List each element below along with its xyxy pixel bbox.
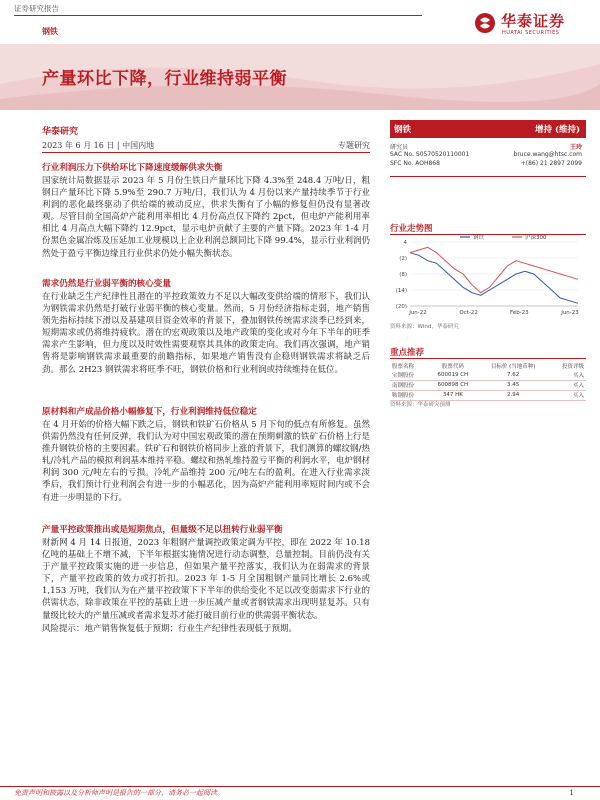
meta-divider xyxy=(42,152,370,153)
section-paragraph: 在行业缺乏生产纪律性且潜在的平控政策效力不足以大幅改变供给端的情形下，我们认为钢铁需求仍然是打破行业弱平衡的核心变量。然而，5 月份经济指标走弱，地产销售领先指标持续下滑以及基建项目资金效率的背景下，叠加钢铁传统需求淡季已经到来，短期需求或仍将维持疲软。潜在的宏观政策以及地产政策的变化或对今年下半年的旺季需求产生影响，但力度以及时效性需要观察其具体的政策走向。我们再次强调，地产销售将是影响钢铁需求最重要的前瞻指标，如果地产销售没有企稳则钢铁需求将缺乏后劲。那么 2H23 钢铁需求将旺季不旺，钢铁价格和行业利润或持续维持在低位。 xyxy=(42,292,370,375)
section-heading: 产量平控政策推出或是短期焦点，但量级不足以扭转行业弱平衡 xyxy=(42,525,283,535)
industry-trend-chart xyxy=(390,232,586,316)
section-heading: 行业利润压力下供给环比下降速度缓解供求失衡 xyxy=(42,163,223,173)
section-prices xyxy=(42,406,370,504)
x-tick-label: Feb-23 xyxy=(509,310,529,316)
logo-cn-text: 华泰证券 xyxy=(501,12,566,30)
col-header-name: 股票名称 xyxy=(392,364,415,370)
y-tick-label: (20) xyxy=(395,304,407,310)
analyst-phone: +(86) 21 2897 2099 xyxy=(520,160,582,167)
stock-code: 347 HK xyxy=(428,390,478,400)
section-policy xyxy=(42,524,370,622)
sfc-number: SFC No. AOH868 xyxy=(390,160,440,167)
y-tick-label: (8) xyxy=(399,272,407,278)
analyst-divider xyxy=(390,176,586,177)
page-number: 1 xyxy=(569,788,574,797)
analyst-role: 研究员 xyxy=(390,144,409,151)
footer-disclaimer: 免责声明和披露以及分析师声明是报告的一部分，请务必一起阅读。 xyxy=(14,789,224,797)
section-heading: 原材料和产成品价格小幅修复下，行业利润维持低位稳定 xyxy=(42,407,257,417)
picks-title: 重点推荐 xyxy=(390,348,425,358)
legend-label: 钢铁 xyxy=(473,235,485,241)
col-header-rating: 投资评级 xyxy=(561,364,584,370)
sector-label: 钢铁 xyxy=(42,26,58,36)
picks-divider xyxy=(390,358,586,359)
table-row xyxy=(390,380,586,390)
report-title: 产量环比下降，行业维持弱平衡 xyxy=(42,69,287,89)
x-tick-label: Jun-22 xyxy=(409,310,427,316)
section-supply xyxy=(42,162,370,260)
analyst-email[interactable]: bruce.wang@htsc.com xyxy=(513,151,582,158)
table-row xyxy=(390,390,586,400)
analyst-row xyxy=(390,160,586,169)
report-date: 2023 年 6 月 16 日 xyxy=(42,141,115,150)
series-line-0 xyxy=(410,253,578,304)
meta-separator: | xyxy=(116,141,123,150)
section-paragraph: 国家统计局数据显示 2023 年 5 月份生铁日产量环比下降 4.3%至 248.4 万吨/日，粗钢日产量环比下降 5.9%至 290.7 万吨/日，我们认为 4 月份以来产量持续季节于行业利润的恶化最终驱动了供给端的被动反应，供求失衡有了小幅的修复但仍没有显著改观。尽管目前全国高炉产能利用率相比 4 月份高点仅下降约 2pct，但电炉产能利用率相比 4 月高点大幅下降约 12.9pct，显示电炉贡献了主要的产量下降。2023 年 1-4 月份黑色金属冶炼及压延加工业规模以上企业利润总额同比下降 99.4%，显示行业利润仍然处于盈亏平衡边缘且行业供求仍处小幅失衡状态。 xyxy=(42,176,370,259)
analyst-block xyxy=(390,142,586,169)
sac-number: SAC No. S0570520110001 xyxy=(390,151,470,158)
report-region: 中国内地 xyxy=(122,141,155,150)
top-bar xyxy=(0,0,600,40)
table-header-row xyxy=(390,362,586,370)
target-price: 7.62 xyxy=(478,370,548,380)
x-tick-label: Oct-22 xyxy=(459,310,478,316)
stock-rating: 买入 xyxy=(548,380,586,390)
huatai-logo-icon xyxy=(474,12,496,34)
huatai-logo xyxy=(474,10,586,40)
stock-name: 宝钢股份 xyxy=(390,370,428,380)
stock-code: 600898 CH xyxy=(428,380,478,390)
section-paragraph: 财新网 4 月 14 日报道，2023 年粗钢产量调控政策定调为平控，即在 2022 年 10.18 亿吨的基础上不增不减，下半年根据实施情况进行动态调整，总量控制。目前仍没有关于产量平控政策实施的进一步信息，但如果产量平控落实，我们认为在弱需求的背景下，产量平控政策的效力或打折扣。2023 年 1-5 月全国粗钢产量同比增长 2.6%或 1,153 万吨，我们认为在产量平控政策下下半年的供给变化不足以改变弱需求下行业的供需状态，除非政策在平控的基础上进一步压减产量或者钢铁需求出现明显复苏。只有量级比较大的产量压减或者需求复苏才能打破目前行业的供需弱平衡状态。 xyxy=(42,538,370,621)
picks-source: 资料来源：华泰研究预测 xyxy=(390,402,451,408)
analyst-row xyxy=(390,142,586,151)
doc-type-label: 证券研究报告 xyxy=(14,4,59,13)
col-header-code: 股票代码 xyxy=(441,364,464,370)
section-heading: 需求仍然是行业弱平衡的核心变量 xyxy=(42,279,171,289)
stock-code: 600019 CH xyxy=(428,370,478,380)
y-tick-label: (2) xyxy=(399,256,407,262)
x-tick-label: Jun-23 xyxy=(561,310,579,316)
stock-rating: 买入 xyxy=(548,370,586,380)
series-line-1 xyxy=(410,247,578,292)
table-row xyxy=(390,370,586,380)
top-divider xyxy=(14,15,422,16)
section-paragraph: 在 4 月开始的价格大幅下跌之后，钢铁和铁矿石价格从 5 月下旬的低点有所修复。虽然供需仍然没有任何反弹，我们认为对中国宏观政策的潜在预期刺激的铁矿石价格上行是推升钢铁价格的主要因素。铁矿石和钢铁价格同步上涨的背景下，我们测算的螺纹钢/热轧/冷轧产品的模拟利润基本维持平稳。螺纹和热轧维持盈亏平衡的利润水平，电炉钢材利润 300 元/吨左右的亏损。冷轧产品维持 200 元/吨左右的盈利。在进入行业需求淡季后，我们预计行业利润会有进一步的小幅恶化，因为高炉产能利用率短时间内或不会有进一步明显的下行。 xyxy=(42,420,370,503)
stock-name: 鞍钢股份 xyxy=(390,390,428,400)
report-type: 专题研究 xyxy=(338,141,370,150)
recommendations-table xyxy=(390,362,586,401)
target-price: 3.45 xyxy=(478,380,548,390)
analyst-row xyxy=(390,151,586,160)
logo-en-text: HUATAI SECURITIES xyxy=(502,30,560,36)
author-label: 华泰研究 xyxy=(42,127,79,137)
stock-rating: 买入 xyxy=(548,390,586,400)
sidebar-sector: 钢铁 xyxy=(394,125,412,135)
y-tick-label: 4 xyxy=(403,240,407,246)
meta-row xyxy=(42,140,370,151)
y-tick-label: (14) xyxy=(395,288,407,294)
footer-divider xyxy=(0,786,600,787)
rating-header xyxy=(390,120,586,138)
col-header-target: 目标价 (当地币种) xyxy=(490,364,536,370)
section-demand xyxy=(42,278,370,376)
rating-label: 增持 (维持) xyxy=(534,125,580,135)
risk-note: 风险提示：地产销售恢复低于预期；行业生产纪律性表现低于预期。 xyxy=(42,624,298,634)
trend-title: 行业走势图 xyxy=(390,224,433,234)
legend-label: 沪深300 xyxy=(525,235,547,241)
analyst-name: 王玲 xyxy=(569,144,582,151)
stock-name: 南钢股份 xyxy=(390,380,428,390)
target-price: 2.94 xyxy=(478,390,548,400)
trend-source: 资料来源：Wind，华泰研究 xyxy=(390,324,459,330)
